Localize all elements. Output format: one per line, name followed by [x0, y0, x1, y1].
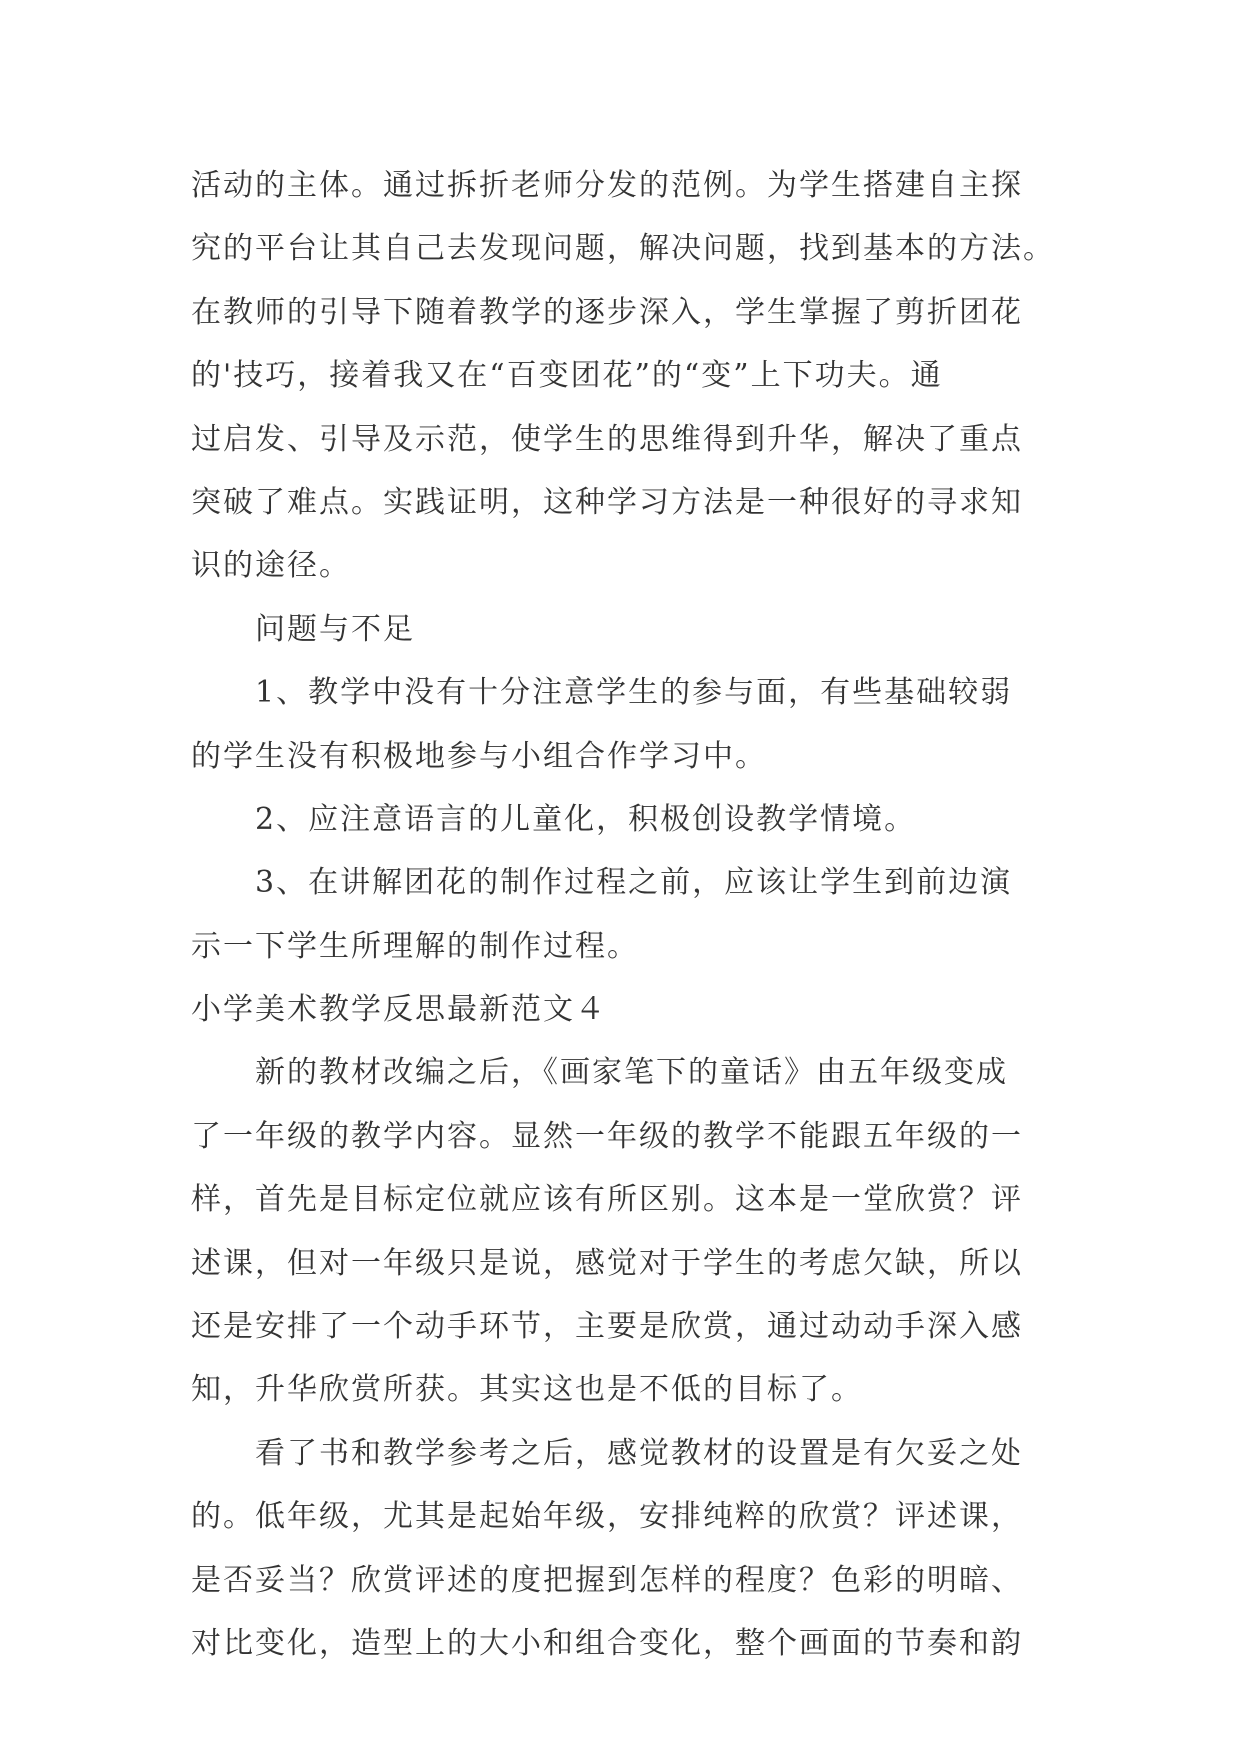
section-heading: 问题与不足: [255, 611, 415, 647]
text-line: 究的平台让其自己去发现问题，解决问题，找到基本的方法。: [191, 231, 1055, 267]
text-line: 的'技巧，接着我又在“百变团花”的“变”上下功夫。通: [191, 358, 943, 394]
text-line: 在教师的引导下随着教学的逐步深入，学生掌握了剪折团花: [191, 294, 1023, 330]
text-line: 新的教材改编之后，《画家笔下的童话》由五年级变成: [255, 1055, 1008, 1091]
text-line: 还是安排了一个动手环节，主要是欣赏，通过动动手深入感: [191, 1309, 1023, 1345]
text-line: 了一年级的教学内容。显然一年级的教学不能跟五年级的一: [191, 1118, 1023, 1154]
text-line: 活动的主体。通过拆折老师分发的范例。为学生搭建自主探: [191, 168, 1023, 203]
document-page: [191, 154, 1055, 1675]
text-line: 过启发、引导及示范，使学生的思维得到升华，解决了重点: [191, 421, 1023, 457]
text-line: 知，升华欣赏所获。其实这也是不低的目标了。: [191, 1372, 863, 1408]
text-line: 突破了难点。实践证明，这种学习方法是一种很好的寻求知: [191, 484, 1023, 520]
text-line: 识的途径。: [191, 548, 351, 584]
text-line: 3、在讲解团花的制作过程之前，应该让学生到前边演: [255, 865, 1013, 901]
text-line: 的。低年级，尤其是起始年级，安排纯粹的欣赏？评述课，: [191, 1499, 1023, 1535]
article-title: 小学美术教学反思最新范文４: [191, 992, 607, 1028]
text-line: 样，首先是目标定位就应该有所区别。这本是一堂欣赏？评: [191, 1182, 1023, 1218]
text-line: 述课，但对一年级只是说，感觉对于学生的考虑欠缺，所以: [191, 1245, 1023, 1281]
text-line: 示一下学生所理解的制作过程。: [191, 928, 639, 964]
text-line: 看了书和教学参考之后，感觉教材的设置是有欠妥之处: [255, 1435, 1023, 1471]
text-line: 2、应注意语言的儿童化，积极创设教学情境。: [255, 801, 917, 837]
text-line: 1、教学中没有十分注意学生的参与面，有些基础较弱: [255, 675, 1013, 711]
text-line: 的学生没有积极地参与小组合作学习中。: [191, 738, 767, 774]
text-line: 是否妥当？欣赏评述的度把握到怎样的程度？色彩的明暗、: [191, 1562, 1023, 1598]
text-line: 对比变化，造型上的大小和组合变化，整个画面的节奏和韵: [191, 1625, 1023, 1661]
